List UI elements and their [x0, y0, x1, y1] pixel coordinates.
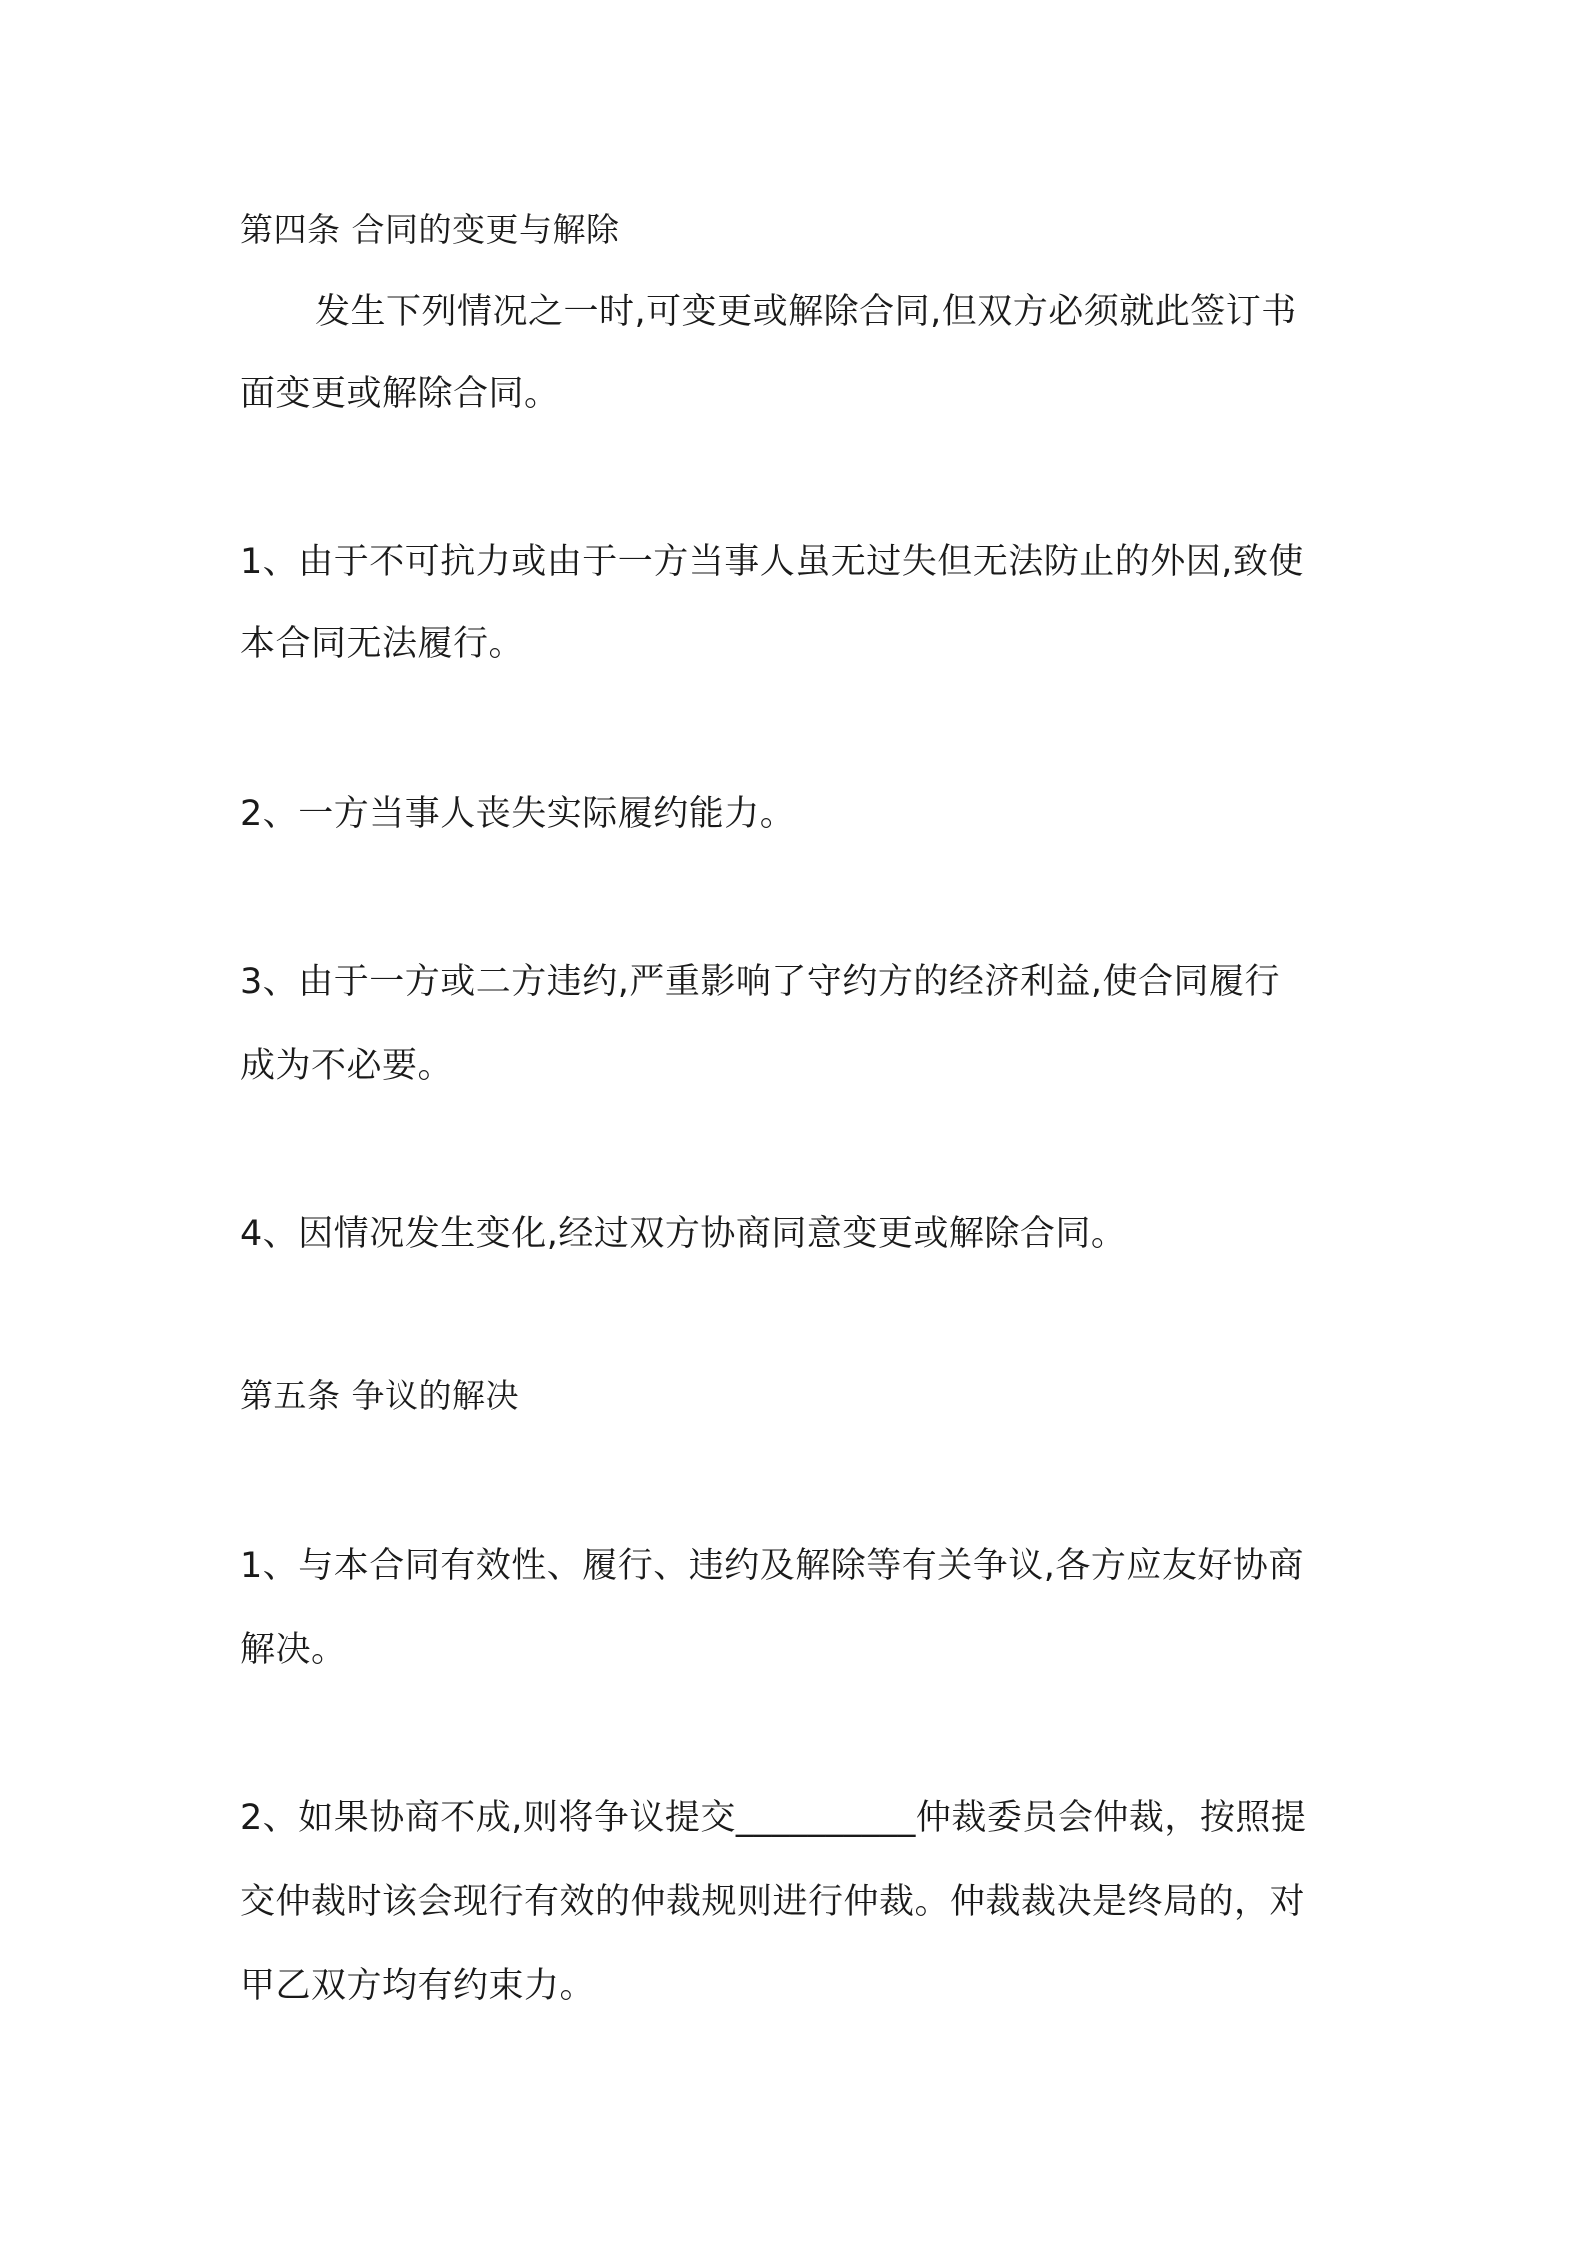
article-5-item-2-line-3: 甲乙双方均有约束力。: [240, 1966, 596, 2006]
article-4-intro-line-1: 发生下列情况之一时,可变更或解除合同,但双方必须就此签订书: [315, 292, 1297, 332]
article-5-item-1-line-2: 解决。: [240, 1630, 347, 1670]
article-5-item-2-line-1: 2、如果协商不成,则将争议提交__________仲裁委员会仲裁，按照提: [240, 1798, 1307, 1838]
article-4-heading: 第四条 合同的变更与解除: [240, 210, 620, 249]
article-5-item-2-line-2: 交仲裁时该会现行有效的仲裁规则进行仲裁。仲裁裁决是终局的，对: [240, 1882, 1306, 1922]
article-4-item-4-line-1: 4、因情况发生变化,经过双方协商同意变更或解除合同。: [240, 1214, 1127, 1254]
article-4-item-1-line-1: 1、由于不可抗力或由于一方当事人虽无过失但无法防止的外因,致使: [240, 542, 1304, 582]
article-4-item-2-line-1: 2、一方当事人丧失实际履约能力。: [240, 794, 796, 834]
article-4-intro-line-2: 面变更或解除合同。: [240, 374, 560, 414]
article-5-heading: 第五条 争议的解决: [240, 1376, 519, 1415]
article-5-item-1-line-1: 1、与本合同有效性、履行、违约及解除等有关争议,各方应友好协商: [240, 1546, 1304, 1586]
article-4-item-3-line-2: 成为不必要。: [240, 1046, 454, 1086]
article-4-item-3-line-1: 3、由于一方或二方违约,严重影响了守约方的经济利益,使合同履行: [240, 962, 1281, 1002]
article-4-item-1-line-2: 本合同无法履行。: [240, 624, 525, 664]
